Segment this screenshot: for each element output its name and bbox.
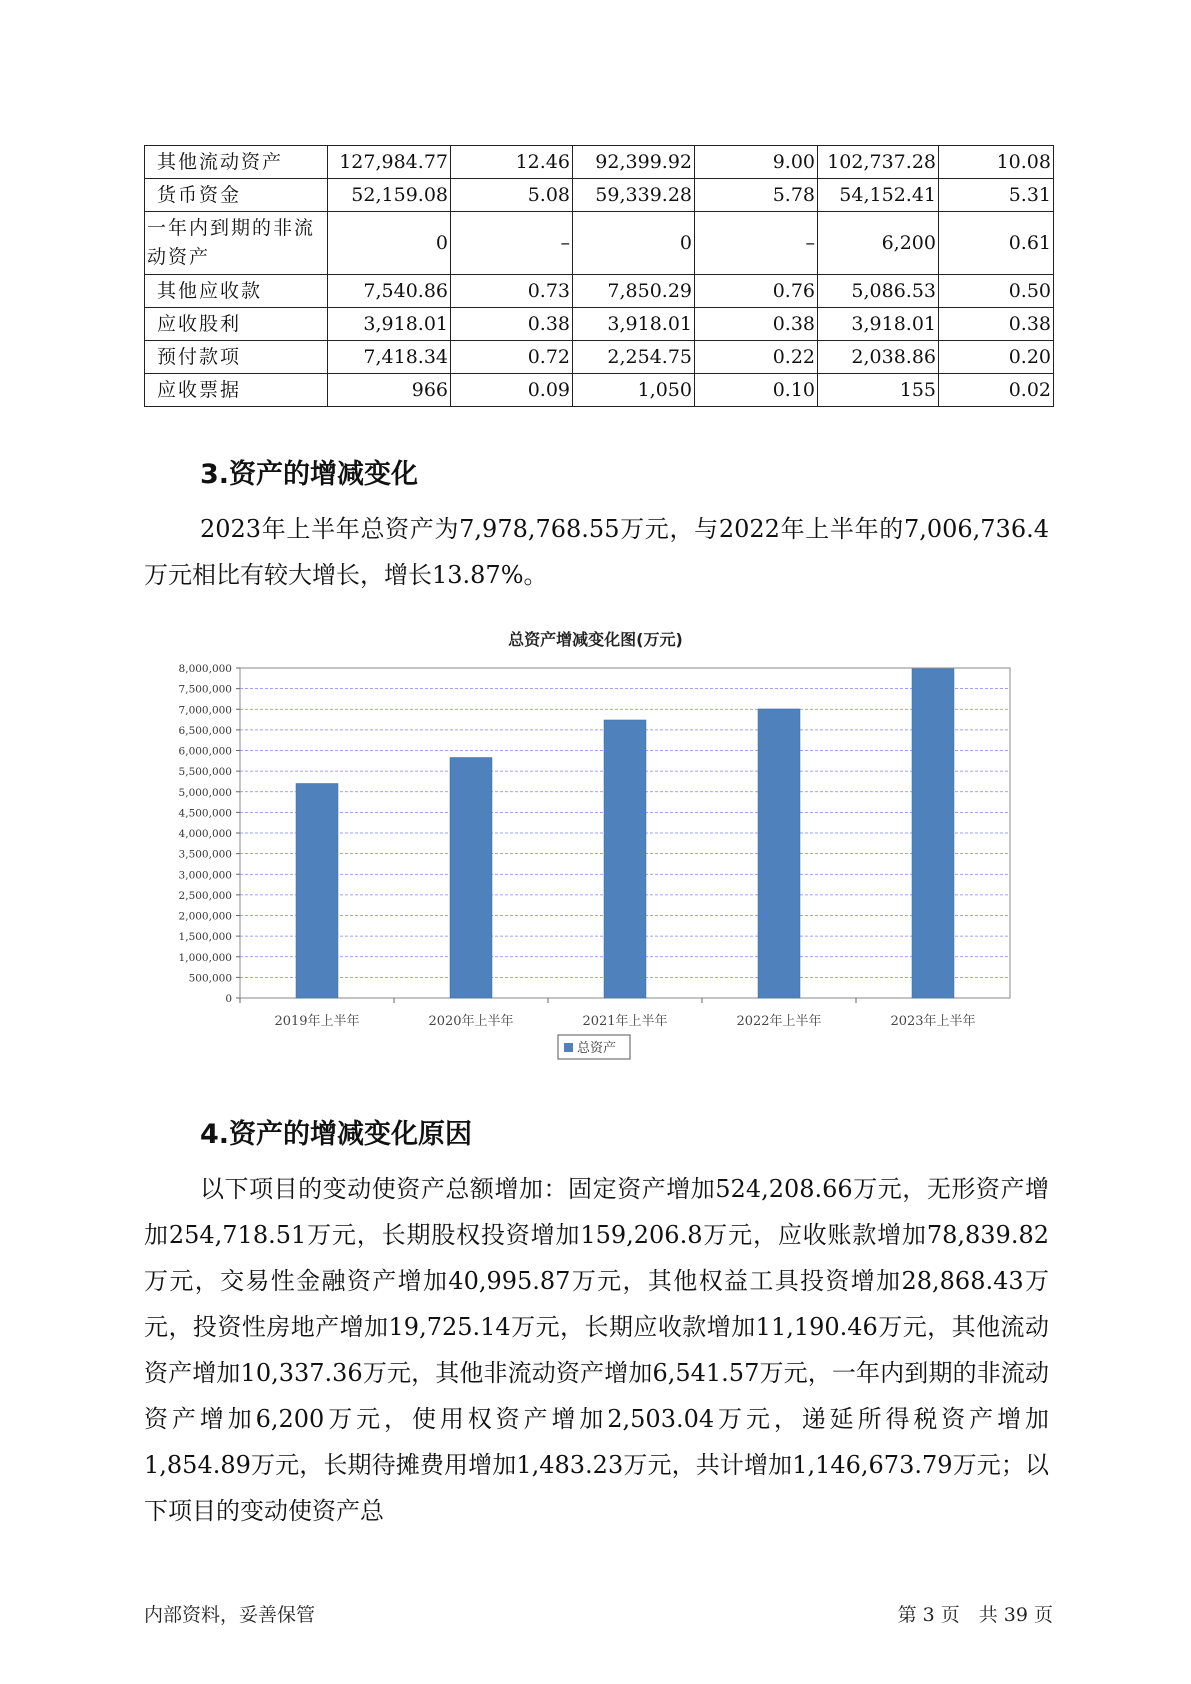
table-row bbox=[145, 179, 1054, 212]
value-cell: 0 bbox=[573, 212, 695, 275]
row-label-cell: 应收票据 bbox=[145, 374, 328, 407]
bar bbox=[604, 720, 646, 998]
value-cell: 0.61 bbox=[939, 212, 1054, 275]
section-3-paragraph: 2023年上半年总资产为7,978,768.55万元，与2022年上半年的7,006,736.4万元相比有较大增长，增长13.87%。 bbox=[144, 515, 1049, 589]
value-cell: 0.50 bbox=[939, 275, 1054, 308]
x-tick-label: 2023年上半年 bbox=[890, 1014, 976, 1029]
footer-confidential-note: 内部资料，妥善保管 bbox=[144, 1604, 316, 1626]
table-row bbox=[145, 374, 1054, 407]
y-tick-label: 2,500,000 bbox=[178, 889, 232, 902]
row-label-cell: 应收股利 bbox=[145, 308, 328, 341]
value-cell: 0.22 bbox=[695, 341, 818, 374]
y-tick-label: 7,000,000 bbox=[178, 704, 232, 717]
row-label-cell: 一年内到期的非流动资产 bbox=[145, 212, 328, 275]
y-tick-label: 0 bbox=[225, 993, 232, 1005]
total-assets-bar-chart bbox=[150, 660, 1030, 1080]
asset-table-body bbox=[145, 146, 1054, 407]
value-cell: 7,850.29 bbox=[573, 275, 695, 308]
value-cell: 5.08 bbox=[451, 179, 573, 212]
y-tick-label: 3,500,000 bbox=[178, 848, 232, 861]
y-tick-label: 500,000 bbox=[188, 972, 232, 985]
value-cell: 0.10 bbox=[695, 374, 818, 407]
bar bbox=[450, 758, 492, 998]
table-row bbox=[145, 341, 1054, 374]
value-cell: 3,918.01 bbox=[573, 308, 695, 341]
table-row bbox=[145, 275, 1054, 308]
value-cell: 155 bbox=[818, 374, 939, 407]
value-cell: 0 bbox=[328, 212, 451, 275]
value-cell: 0.72 bbox=[451, 341, 573, 374]
y-tick-label: 3,000,000 bbox=[178, 869, 232, 882]
value-cell: 12.46 bbox=[451, 146, 573, 179]
value-cell: – bbox=[695, 212, 818, 275]
value-cell: 0.20 bbox=[939, 341, 1054, 374]
section-4-heading: 4.资产的增减变化原因 bbox=[200, 1119, 473, 1150]
value-cell: 5.78 bbox=[695, 179, 818, 212]
bar bbox=[758, 709, 800, 998]
value-cell: 127,984.77 bbox=[328, 146, 451, 179]
value-cell: 966 bbox=[328, 374, 451, 407]
value-cell: 102,737.28 bbox=[818, 146, 939, 179]
section-3-heading: 3.资产的增减变化 bbox=[200, 459, 419, 490]
row-label-cell: 其他流动资产 bbox=[145, 146, 328, 179]
value-cell: 7,540.86 bbox=[328, 275, 451, 308]
x-tick-label: 2020年上半年 bbox=[428, 1014, 514, 1029]
value-cell: – bbox=[451, 212, 573, 275]
value-cell: 0.09 bbox=[451, 374, 573, 407]
x-tick-label: 2019年上半年 bbox=[274, 1014, 360, 1029]
legend-label: 总资产 bbox=[577, 1041, 617, 1056]
value-cell: 2,038.86 bbox=[818, 341, 939, 374]
x-tick-label: 2022年上半年 bbox=[736, 1014, 822, 1029]
y-tick-label: 6,000,000 bbox=[178, 745, 232, 758]
asset-table-grid bbox=[144, 145, 1054, 407]
value-cell: 0.38 bbox=[939, 308, 1054, 341]
y-tick-label: 1,500,000 bbox=[178, 931, 232, 944]
row-label-cell: 预付款项 bbox=[145, 341, 328, 374]
y-tick-label: 4,000,000 bbox=[178, 828, 232, 840]
value-cell: 0.02 bbox=[939, 374, 1054, 407]
y-tick-label: 5,000,000 bbox=[178, 786, 232, 799]
section-4-paragraph: 以下项目的变动使资产总额增加：固定资产增加524,208.66万元，无形资产增加254,718.51万元，长期股权投资增加159,206.8万元，应收账款增加78,839.82万元，交易性金融资产增加40,995.87万元，其他权益工具投资增加28,868.43万元，投资性房地产增加19,725.14万元，长期应收款增加11,190.46万元，其他流动资产增加10,337.36万元，其他非流动资产增加6,541.57万元，一年内到期的非流动资产增加6,200万元，使用权资产增加2,503.04万元，递延所得税资产增加1,854.89万元，长期待摊费用增加1,483.23万元，共计增加1,146,673.79万元；以下项目的变动使资产总 bbox=[144, 1175, 1049, 1525]
row-label-cell: 其他应收款 bbox=[145, 275, 328, 308]
value-cell: 9.00 bbox=[695, 146, 818, 179]
chart-title: 总资产增减变化图(万元) bbox=[508, 630, 683, 649]
y-tick-label: 8,000,000 bbox=[178, 663, 232, 675]
y-tick-label: 2,000,000 bbox=[178, 910, 232, 923]
value-cell: 1,050 bbox=[573, 374, 695, 407]
legend-swatch bbox=[564, 1043, 573, 1052]
y-tick-label: 7,500,000 bbox=[178, 683, 232, 696]
y-tick-label: 4,500,000 bbox=[178, 807, 232, 820]
value-cell: 0.38 bbox=[695, 308, 818, 341]
value-cell: 54,152.41 bbox=[818, 179, 939, 212]
table-row bbox=[145, 146, 1054, 179]
value-cell: 5,086.53 bbox=[818, 275, 939, 308]
table-row bbox=[145, 308, 1054, 341]
value-cell: 2,254.75 bbox=[573, 341, 695, 374]
bar bbox=[912, 669, 954, 998]
value-cell: 3,918.01 bbox=[818, 308, 939, 341]
row-label-cell: 货币资金 bbox=[145, 179, 328, 212]
footer-page-number: 第 3 页 共 39 页 bbox=[897, 1604, 1053, 1626]
value-cell: 52,159.08 bbox=[328, 179, 451, 212]
x-tick-label: 2021年上半年 bbox=[582, 1014, 668, 1029]
y-tick-label: 5,500,000 bbox=[178, 766, 232, 779]
value-cell: 0.38 bbox=[451, 308, 573, 341]
value-cell: 6,200 bbox=[818, 212, 939, 275]
value-cell: 0.76 bbox=[695, 275, 818, 308]
value-cell: 5.31 bbox=[939, 179, 1054, 212]
value-cell: 3,918.01 bbox=[328, 308, 451, 341]
value-cell: 7,418.34 bbox=[328, 341, 451, 374]
bar bbox=[296, 784, 338, 999]
table-row bbox=[145, 212, 1054, 275]
value-cell: 92,399.92 bbox=[573, 146, 695, 179]
y-tick-label: 1,000,000 bbox=[178, 951, 232, 964]
asset-table bbox=[144, 145, 1053, 407]
value-cell: 59,339.28 bbox=[573, 179, 695, 212]
value-cell: 10.08 bbox=[939, 146, 1054, 179]
value-cell: 0.73 bbox=[451, 275, 573, 308]
y-tick-label: 6,500,000 bbox=[178, 724, 232, 737]
